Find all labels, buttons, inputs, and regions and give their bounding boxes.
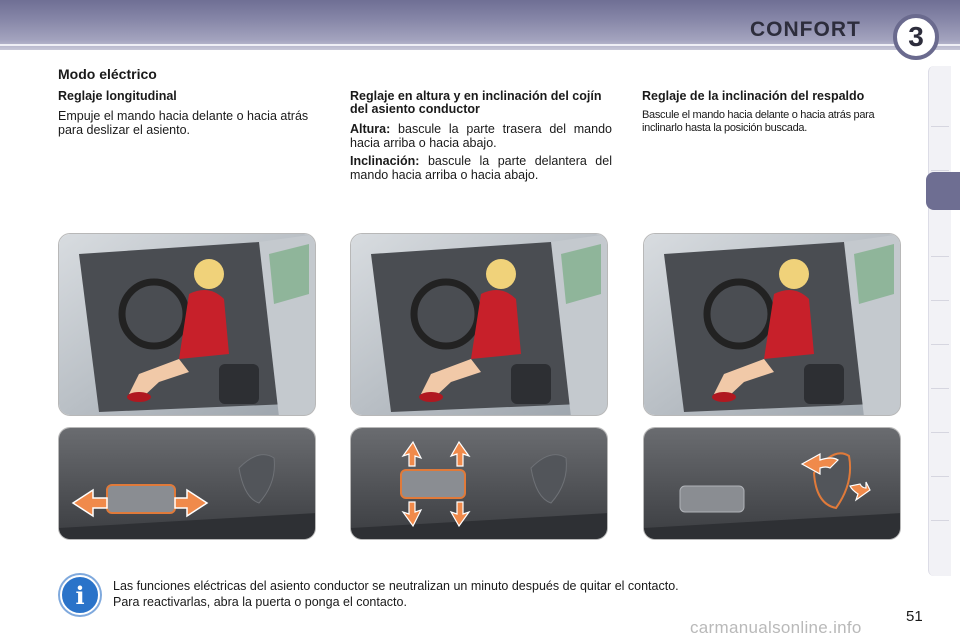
chapter-title: CONFORT	[750, 18, 861, 41]
chapter-number-badge: 3	[893, 14, 939, 60]
illustration-driver-seat-3	[643, 233, 901, 416]
illustration-driver-seat-2	[350, 233, 608, 416]
paragraph-tilt	[350, 154, 612, 182]
side-tab-divider	[931, 432, 949, 433]
column-height-tilt	[350, 90, 612, 186]
paragraph-height	[350, 122, 612, 150]
side-tab-chapter-3[interactable]	[926, 172, 960, 210]
text-tilt: bascule la parte delantera del mando hacia arriba o hacia abajo.	[350, 154, 612, 182]
side-tab-divider	[931, 300, 949, 301]
section-title: Modo eléctrico	[58, 66, 157, 82]
term-tilt: Inclinación:	[350, 154, 420, 168]
side-tab-divider	[931, 388, 949, 389]
heading-height-tilt: Reglaje en altura y en inclinación del cojín del asiento conductor	[350, 89, 602, 116]
info-note	[113, 578, 873, 610]
heading-longitudinal: Reglaje longitudinal	[58, 89, 177, 103]
side-tab-divider	[931, 126, 949, 127]
side-tab-divider	[931, 520, 949, 521]
side-tab-divider	[931, 344, 949, 345]
column-longitudinal	[58, 90, 320, 141]
info-icon: i	[60, 575, 100, 615]
chapter-side-tabs	[928, 66, 951, 576]
info-line-1: Las funciones eléctricas del asiento conductor se neutralizan un minuto después de quitar el contacto.	[113, 579, 679, 593]
side-tab-divider	[931, 476, 949, 477]
term-height: Altura:	[350, 122, 391, 136]
info-line-2: Para reactivarlas, abra la puerta o ponga el contacto.	[113, 595, 407, 609]
illustration-driver-seat-1	[58, 233, 316, 416]
side-tab-divider	[931, 256, 949, 257]
column-backrest	[642, 90, 907, 139]
text-height: bascule la parte trasera del mando hacia arriba o hacia abajo.	[350, 122, 612, 150]
text-backrest: Bascule el mando hacia delante o hacia atrás para inclinarlo hasta la posición buscada.	[642, 109, 875, 134]
side-tab-divider	[931, 170, 949, 171]
watermark: carmanualsonline.info	[690, 618, 862, 637]
control-height-tilt	[350, 427, 608, 540]
text-longitudinal: Empuje el mando hacia delante o hacia atrás para deslizar el asiento.	[58, 109, 309, 137]
page-number: 51	[906, 608, 923, 625]
control-backrest	[643, 427, 901, 540]
control-longitudinal	[58, 427, 316, 540]
heading-backrest: Reglaje de la inclinación del respaldo	[642, 89, 865, 103]
